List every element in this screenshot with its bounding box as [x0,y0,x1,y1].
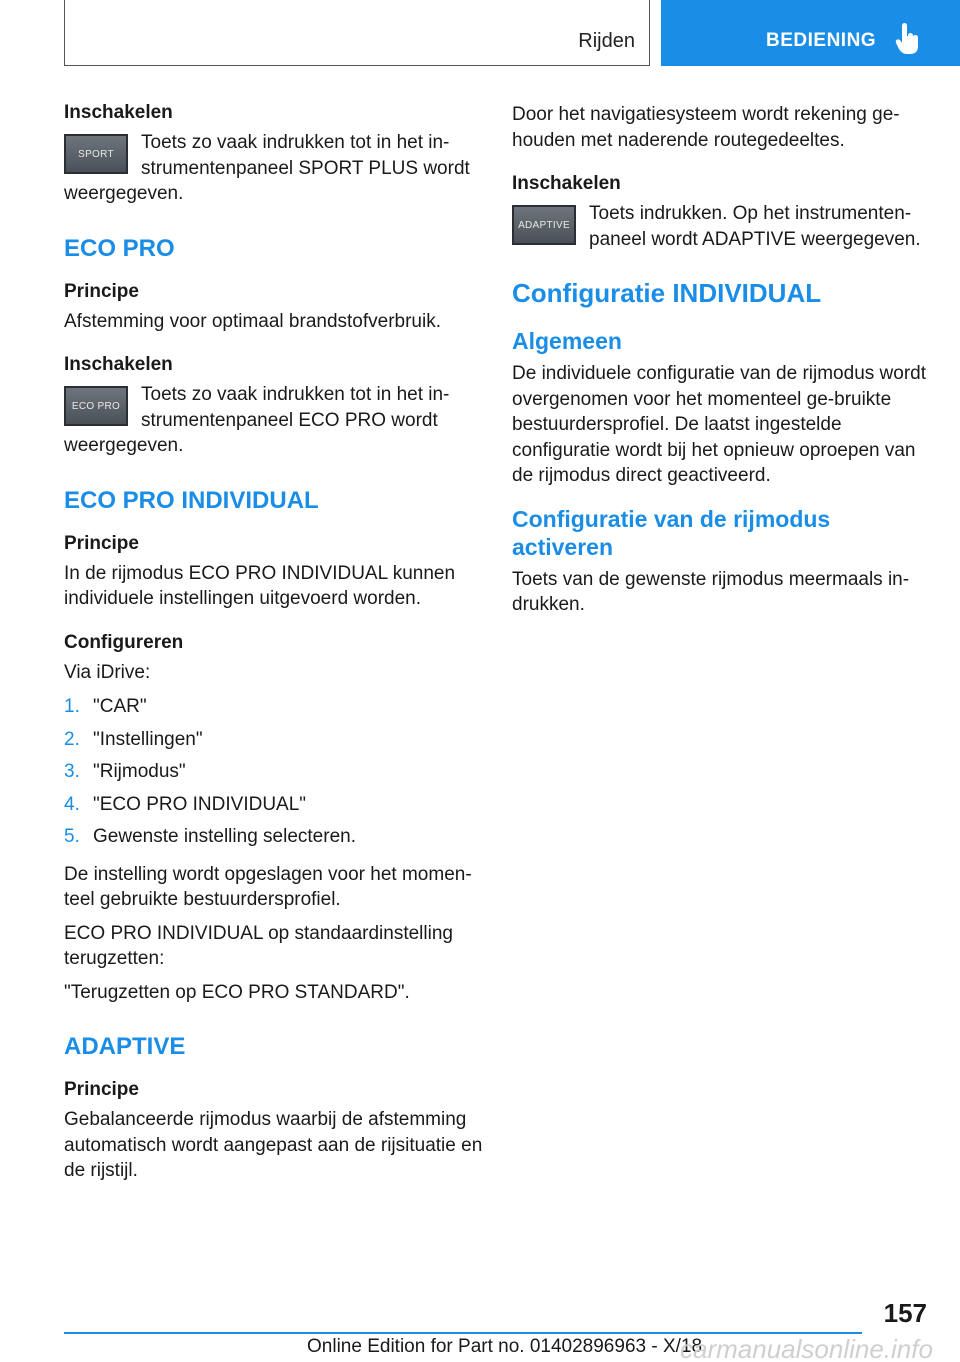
list-item [64,691,484,724]
edition-text: Online Edition for Part no. 01402896963 - X/18 [307,1336,703,1357]
header-chapter-box [64,0,650,66]
step-number: 5. [64,826,80,847]
sport-button-label: SPORT [78,148,114,160]
eco-pro-instruction [64,382,484,459]
general-text: De individuele configuratie van de rijmodus wordt overgenomen voor het momenteel ge-bruikte bestuurdersprofiel. De laatst ingestelde configuratie wordt bij het opnieuw oproepen van de rijmodus direct geactiveerd. [512,363,927,486]
activate-config-title: Configuratie van de rijmodus activeren [512,505,831,560]
step-text: "Instellingen" [93,728,203,750]
adaptive-principle-text: Gebalanceerde rijmodus waarbij de afstemming automatisch wordt aangepast aan de rijsituatie en de rijstijl. [64,1109,483,1181]
list-item [64,724,484,757]
configure-steps [64,691,484,854]
section-title: BEDIENING [766,30,877,51]
right-column [512,102,926,626]
eco-pro-instruction-text-end: weergegeven. [64,435,184,456]
adaptive-button-label: ADAPTIVE [518,219,570,231]
eco-pro-button-label: ECO PRO [71,400,121,412]
adaptive-activate-heading: Inschakelen [512,173,621,194]
activate-config-text: Toets van de gewenste rijmodus meermaals in-drukken. [512,568,910,615]
sport-activate-heading: Inschakelen [64,102,173,123]
adaptive-button-image [512,205,576,245]
eco-pro-individual-title: ECO PRO INDIVIDUAL [64,486,319,514]
step-number: 3. [64,761,80,782]
sport-instruction [64,130,484,207]
list-item [64,789,484,822]
reset-text: ECO PRO INDIVIDUAL op standaardinstelling terugzetten: [64,922,453,969]
list-item [64,821,484,854]
eco-pro-individual-principle-heading: Principe [64,532,139,554]
sport-button-image [64,134,128,174]
adaptive-principle-heading: Principe [64,1079,139,1100]
configure-heading: Configureren [64,631,184,653]
eco-pro-button-image [64,386,128,426]
step-text: "ECO PRO INDIVIDUAL" [93,793,307,815]
step-text: "CAR" [93,696,147,717]
eco-pro-principle-text: Afstemming voor optimaal brandstofverbruik. [64,310,441,332]
section-tab [661,0,960,66]
eco-pro-title: ECO PRO [64,234,175,262]
chapter-title: Rijden [578,30,635,52]
adaptive-instruction-text: Toets indrukken. Op het instrumenten-paneel wordt ADAPTIVE weergegeven. [589,203,921,250]
config-individual-title: Configuratie INDIVIDUAL [512,278,822,308]
step-text: "Rijmodus" [93,761,186,782]
sport-instruction-text-end: weergegeven. [64,183,184,204]
eco-pro-instruction-text: Toets zo vaak indrukken tot in het in-strumentenpaneel ECO PRO wordt [141,384,450,431]
step-text: Gewenste instelling selecteren. [93,826,356,847]
page-number: 157 [883,1298,927,1328]
eco-pro-principle-heading: Principe [64,280,139,302]
step-number: 2. [64,728,80,750]
left-column [64,102,484,1192]
step-number: 4. [64,793,80,815]
general-title: Algemeen [512,328,622,354]
via-idrive-text: Via iDrive: [64,661,151,683]
saved-text: De instelling wordt opgeslagen voor het momen-teel gebruikte bestuurdersprofiel. [64,863,472,910]
eco-pro-activate-heading: Inschakelen [64,354,173,375]
watermark: carmanualsonline.info [680,1334,933,1362]
reset-item: "Terugzetten op ECO PRO STANDARD". [64,981,410,1003]
adaptive-title: ADAPTIVE [64,1033,186,1060]
step-number: 1. [64,696,80,717]
eco-pro-individual-principle-text: In de rijmodus ECO PRO INDIVIDUAL kunnen individuele instellingen uitgevoerd worden. [64,562,456,609]
navigation-text: Door het navigatiesysteem wordt rekening ge-houden met naderende routegedeeltes. [512,104,900,151]
hand-pointer-icon [894,22,922,56]
adaptive-instruction [512,201,926,252]
sport-instruction-text: Toets zo vaak indrukken tot in het in-strumentenpaneel SPORT PLUS wordt [141,132,470,179]
list-item [64,756,484,789]
